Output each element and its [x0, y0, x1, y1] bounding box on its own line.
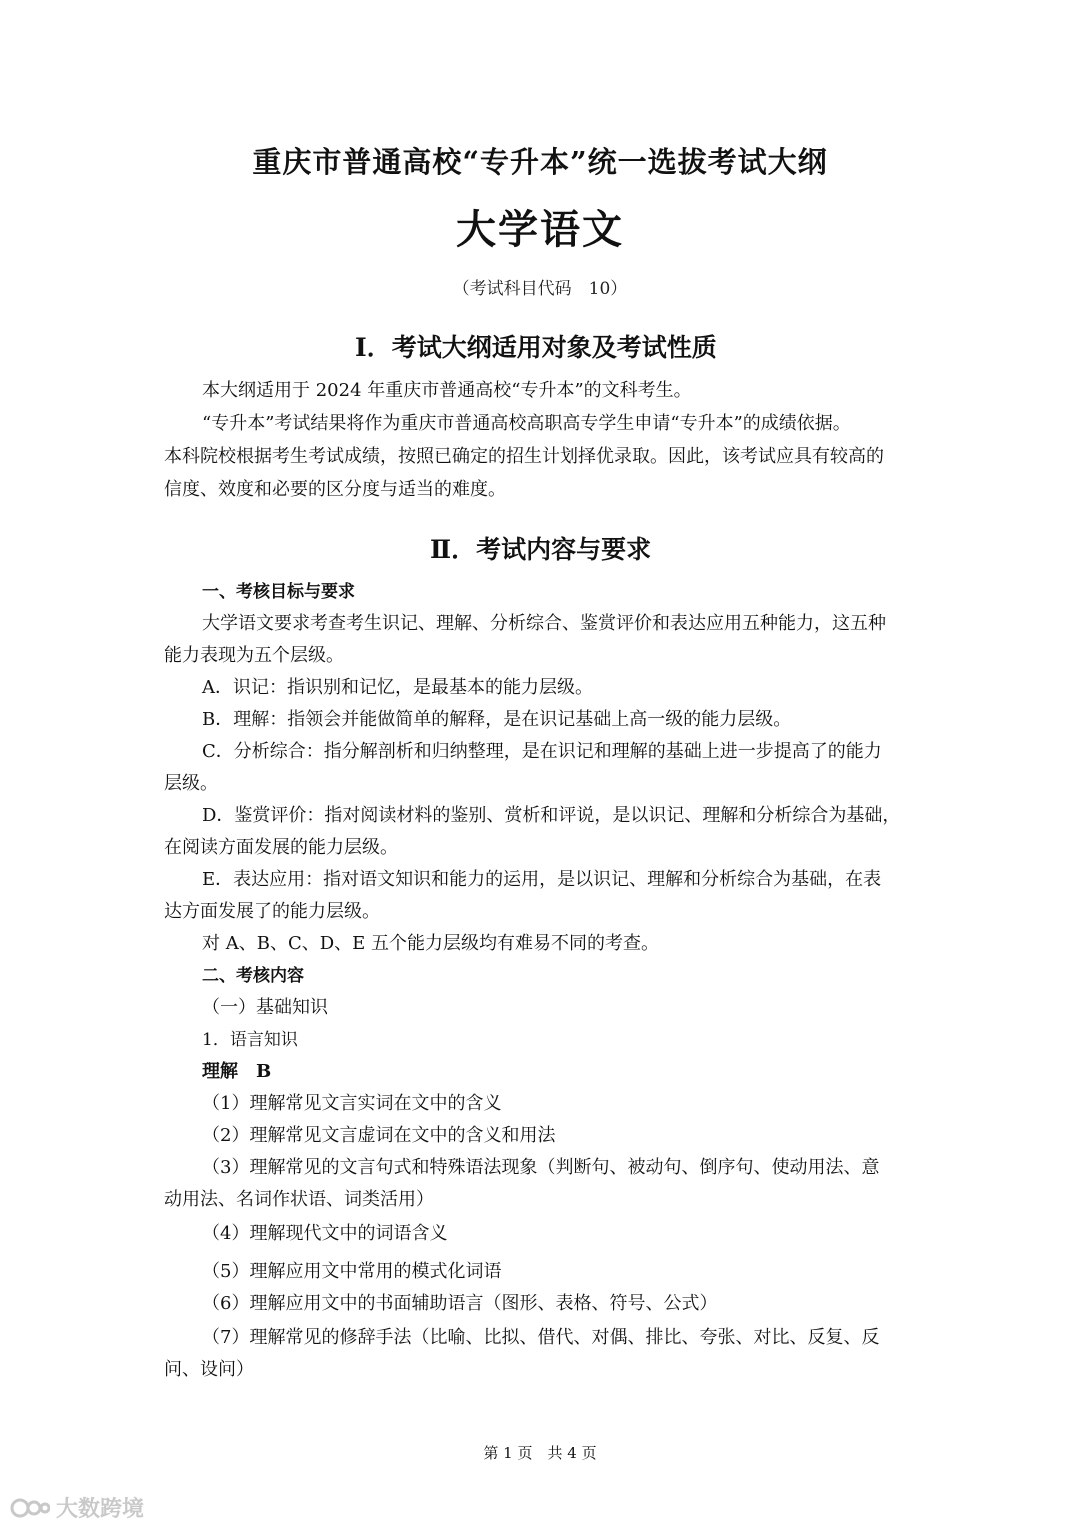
- list-item: （1）理解常见文言实词在文中的含义: [202, 1093, 502, 1114]
- paragraph: “专升本”考试结果将作为重庆市普通高校高职高专学生申请“专升本”的成绩依据。: [202, 413, 851, 434]
- subheading: （一）基础知识: [202, 997, 328, 1018]
- level-label: 理解 B: [202, 1061, 272, 1082]
- list-item: C．分析综合：指分解剖析和归纳整理，是在识记和理解的基础上进一步提高了的能力: [202, 741, 882, 762]
- subheading: 二、考核内容: [202, 966, 304, 986]
- paragraph: 能力表现为五个层级。: [164, 645, 344, 666]
- subheading: 1．语言知识: [202, 1030, 298, 1050]
- paragraph: 信度、效度和必要的区分度与适当的难度。: [164, 479, 506, 500]
- page-footer: 第 1 页 共 4 页: [483, 1444, 597, 1462]
- list-item: E．表达应用：指对语文知识和能力的运用，是以识记、理解和分析综合为基础，在表: [202, 869, 882, 890]
- watermark-text: 大数跨境: [56, 1497, 145, 1522]
- list-item: 在阅读方面发展的能力层级。: [164, 837, 398, 858]
- list-item: （5）理解应用文中常用的模式化词语: [202, 1261, 502, 1282]
- list-item: 问、设问）: [164, 1359, 254, 1380]
- list-item: A．识记：指识别和记忆，是最基本的能力层级。: [202, 677, 593, 698]
- list-item: 达方面发展了的能力层级。: [164, 901, 380, 922]
- subheading: 一、考核目标与要求: [202, 582, 355, 602]
- watermark-logo-icon: [10, 1496, 50, 1520]
- section-heading-2: Ⅱ．考试内容与要求: [430, 535, 652, 564]
- subject-title: 大学语文: [456, 206, 624, 253]
- paragraph: 本大纲适用于 2024 年重庆市普通高校“专升本”的文科考生。: [202, 380, 692, 401]
- subject-code: （考试科目代码 10）: [452, 279, 628, 299]
- list-item: 动用法、名词作状语、词类活用）: [164, 1189, 434, 1210]
- list-item: D．鉴赏评价：指对阅读材料的鉴别、赏析和评说，是以识记、理解和分析综合为基础，: [202, 805, 901, 826]
- list-item: （3）理解常见的文言句式和特殊语法现象（判断句、被动句、倒序句、使动用法、意: [202, 1157, 880, 1178]
- list-item: 层级。: [164, 773, 218, 794]
- list-item: （6）理解应用文中的书面辅助语言（图形、表格、符号、公式）: [202, 1293, 718, 1314]
- watermark: [10, 1492, 144, 1523]
- paragraph: 对 A、B、C、D、E 五个能力层级均有难易不同的考查。: [202, 933, 660, 954]
- section-heading-1: Ⅰ．考试大纲适用对象及考试性质: [355, 333, 717, 362]
- paragraph: 大学语文要求考查考生识记、理解、分析综合、鉴赏评价和表达应用五种能力，这五种: [202, 613, 886, 634]
- list-item: （7）理解常见的修辞手法（比喻、比拟、借代、对偶、排比、夸张、对比、反复、反: [202, 1327, 880, 1348]
- main-title: 重庆市普通高校“专升本”统一选拔考试大纲: [252, 145, 828, 179]
- paragraph: 本科院校根据考生考试成绩，按照已确定的招生计划择优录取。因此，该考试应具有较高的: [164, 446, 884, 467]
- list-item: B．理解：指领会并能做简单的解释，是在识记基础上高一级的能力层级。: [202, 709, 792, 730]
- list-item: （2）理解常见文言虚词在文中的含义和用法: [202, 1125, 556, 1146]
- list-item: （4）理解现代文中的词语含义: [202, 1223, 448, 1244]
